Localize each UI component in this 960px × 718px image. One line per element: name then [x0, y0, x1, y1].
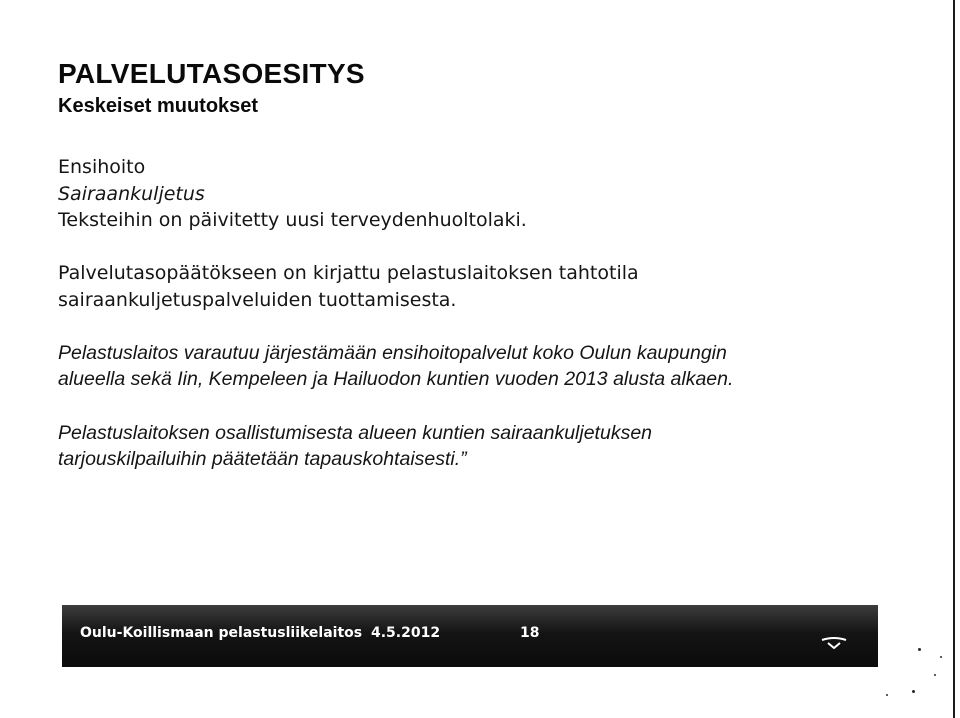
- quote-line-4: tarjouskilpailuihin päätetään tapauskohtaisesti.”: [58, 448, 467, 470]
- scan-speck: [912, 690, 915, 693]
- text-line-decision-1: Palvelutasopäätökseen on kirjattu pelastuslaitoksen tahtotila: [58, 262, 639, 284]
- text-line-decision-2: sairaankuljetuspalveluiden tuottamisesta.: [58, 289, 457, 311]
- quote-line-1: Pelastuslaitos varautuu järjestämään ensihoitopalvelut koko Oulun kaupungin: [58, 342, 727, 364]
- slide-subtitle: Keskeiset muutokset: [58, 95, 259, 117]
- footer-organization: Oulu-Koillismaan pelastusliikelaitos: [80, 625, 363, 641]
- quote-line-2: alueella sekä Iin, Kempeleen ja Hailuodon kuntien vuoden 2013 alusta alkaen.: [58, 368, 734, 390]
- scan-edge-line: [953, 0, 955, 718]
- slide-title: PALVELUTASOESITYS: [58, 58, 365, 89]
- text-line-ensihoito: Ensihoito: [58, 156, 146, 178]
- scan-speck: [934, 674, 936, 676]
- scan-speck: [940, 656, 942, 658]
- quote-line-3: Pelastuslaitoksen osallistumisesta alueen kuntien sairaankuljetuksen: [58, 422, 653, 444]
- text-line-update-note: Teksteihin on päivitetty uusi terveydenhuoltolaki.: [58, 209, 527, 231]
- text-line-sairaankuljetus: Sairaankuljetus: [58, 183, 205, 205]
- scan-speck: [886, 694, 888, 696]
- footer-page-number: 18: [520, 625, 540, 641]
- scan-speck: [918, 648, 921, 651]
- organization-logo-icon: [820, 636, 848, 650]
- footer-date: 4.5.2012: [371, 625, 441, 641]
